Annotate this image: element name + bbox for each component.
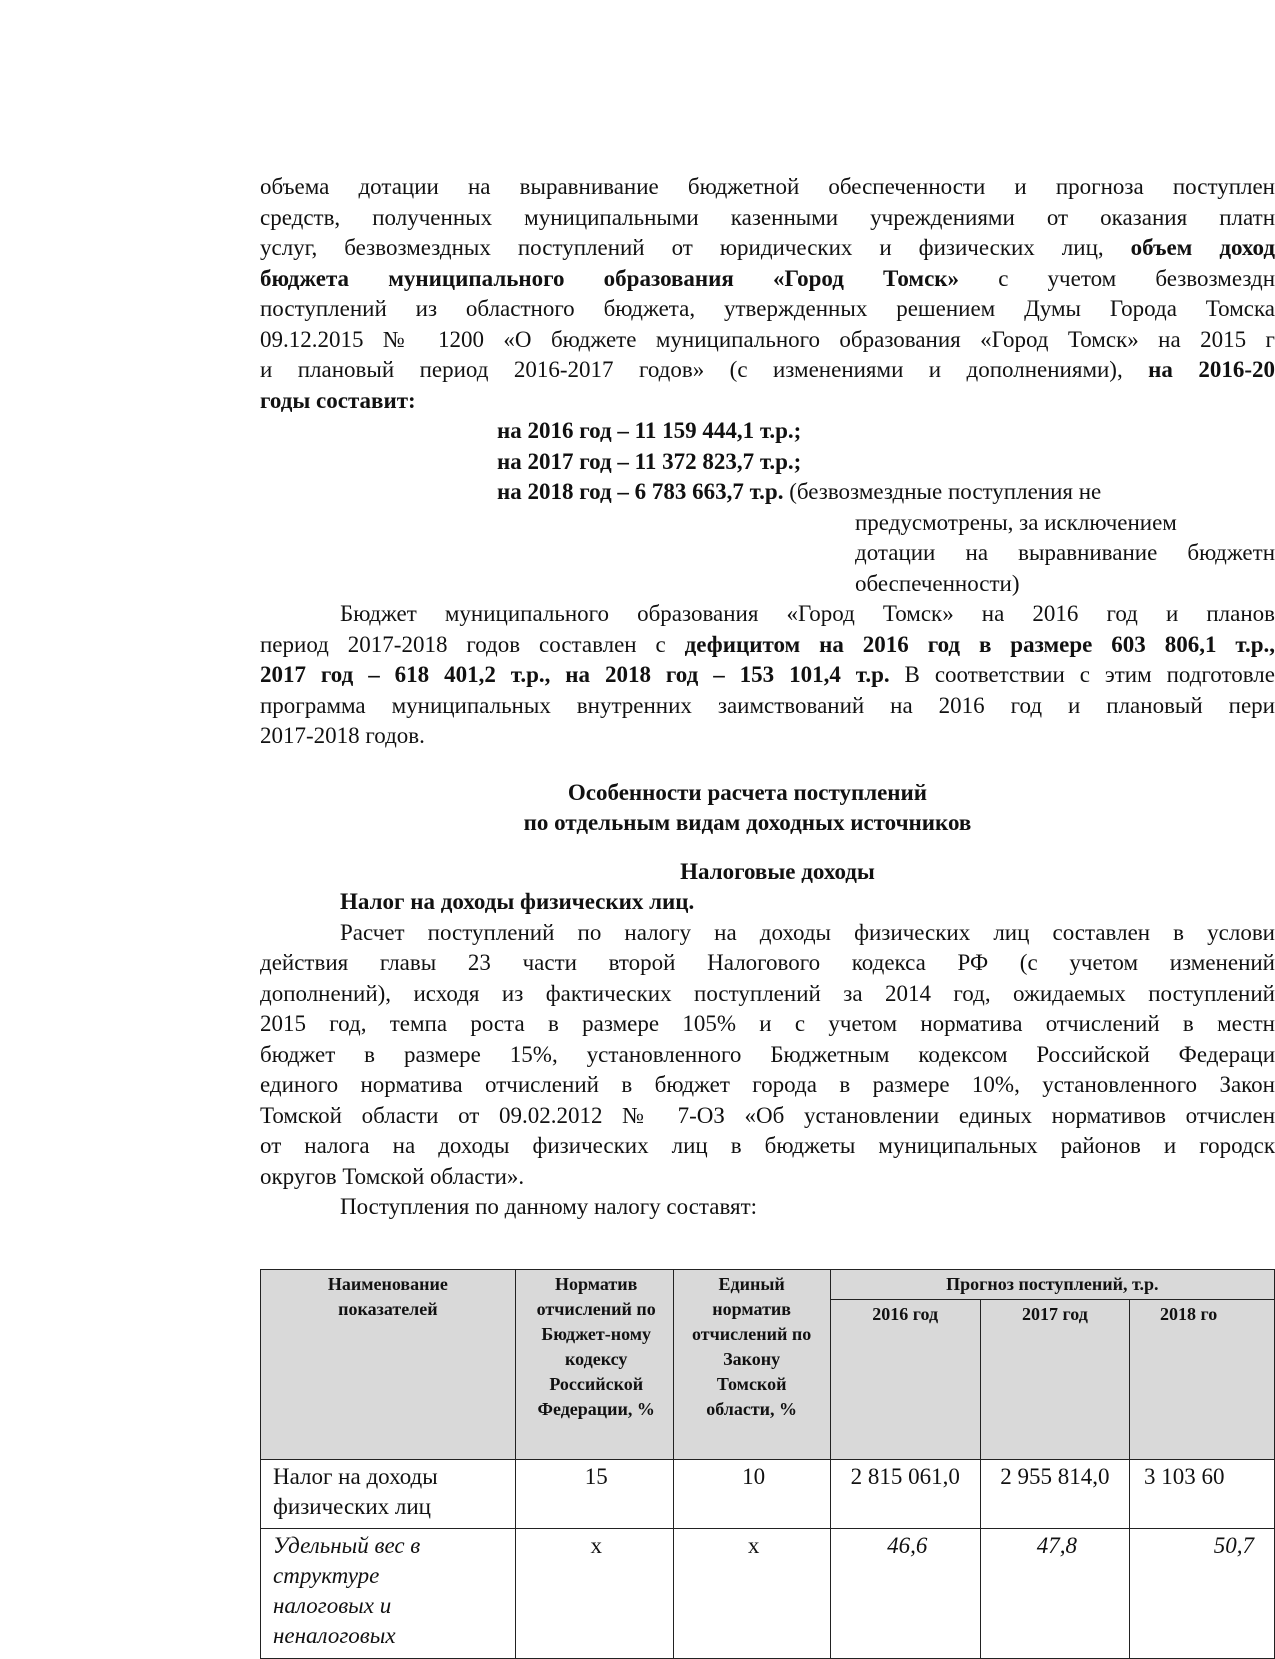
section-heading: Особенности расчета поступлений: [567, 779, 928, 805]
cell-2016: 46,6: [830, 1529, 980, 1659]
deficit-line: Бюджет муниципального образования «Город Томск» на 2016 год и планов: [340, 601, 1275, 626]
revenue-totals: [497, 416, 1275, 508]
header-forecast: Прогноз поступлений, т.р.: [830, 1270, 1274, 1300]
total-2018: на 2018 год – 6 783 663,7 т.р. (безвозмездные поступления не: [497, 479, 1102, 504]
total-2018-note: предусмотрены, за исключением дотации на выравнивание бюджетн обеспеченности): [855, 509, 1275, 596]
subsection-heading: Налоговые доходы: [680, 858, 875, 884]
header-indicator: Наименование показателей: [261, 1270, 516, 1460]
header-norm-budget-code: Норматив отчислений по Бюджет-ному кодексу Российской Федерации, %: [515, 1270, 673, 1460]
table-row: [261, 1529, 1275, 1659]
intro-line: средств, полученных муниципальными казенными учреждениями от оказания платн: [260, 204, 1275, 230]
cell-2017: 47,8: [980, 1529, 1129, 1659]
deficit-line: 2017 год – 618 401,2 т.р., на 2018 год – 153 101,4 т.р. В соответствии с этим подготовле: [260, 662, 1275, 687]
intro-line: годы составит:: [260, 387, 416, 413]
ndfl-line: бюджет в размере 15%, установленного Бюджетным кодексом Российской Федераци: [260, 1041, 1275, 1067]
cell-indicator: Налог на доходы физических лиц: [261, 1460, 516, 1529]
document-page: [260, 172, 1275, 1223]
cell-2018: 3 103 60: [1130, 1460, 1275, 1529]
cell-norm-law: х: [673, 1529, 830, 1659]
total-2016: на 2016 год – 11 159 444,1 т.р.;: [497, 418, 802, 443]
ndfl-line: округов Томской области».: [260, 1163, 525, 1189]
revenue-forecast-table: [260, 1269, 1275, 1659]
header-2016: 2016 год: [830, 1300, 980, 1460]
header-2017: 2017 год: [980, 1300, 1129, 1460]
cell-norm-bk: 15: [515, 1460, 673, 1529]
header-2018: 2018 го: [1130, 1300, 1275, 1460]
table-lead: Поступления по данному налогу составят:: [340, 1194, 758, 1219]
ndfl-line: дополнений), исходя из фактических поступлений за 2014 год, ожидаемых поступлений: [260, 980, 1275, 1006]
total-2017: на 2017 год – 11 372 823,7 т.р.;: [497, 448, 802, 474]
tax-title: Налог на доходы физических лиц.: [340, 889, 695, 914]
header-norm-regional-law: Единый норматив отчислений по Закону Томской области, %: [673, 1270, 830, 1460]
intro-line: 09.12.2015 № 1200 «О бюджете муниципального образования «Город Томск» на 2015 г: [260, 326, 1275, 352]
ndfl-line: от налога на доходы физических лиц в бюджеты муниципальных районов и городск: [260, 1133, 1275, 1158]
section-heading: по отдельным видам доходных источников: [523, 810, 972, 835]
cell-2018: 50,7: [1130, 1529, 1275, 1659]
intro-line: объема дотации на выравнивание бюджетной обеспеченности и прогноза поступлен: [260, 174, 1275, 199]
intro-line: поступлений из областного бюджета, утвержденных решением Думы Города Томска: [260, 296, 1275, 321]
ndfl-line: 2015 год, темпа роста в размере 105% и с учетом норматива отчислений в местн: [260, 1011, 1275, 1036]
cell-norm-law: 10: [673, 1460, 830, 1529]
cell-2017: 2 955 814,0: [980, 1460, 1129, 1529]
ndfl-line: действия главы 23 части второй Налогового кодекса РФ (с учетом изменений: [260, 950, 1275, 975]
cell-norm-bk: х: [515, 1529, 673, 1659]
deficit-line: 2017-2018 годов.: [260, 723, 425, 748]
intro-line: услуг, безвозмездных поступлений от юридических и физических лиц, объем доход: [260, 235, 1275, 260]
deficit-line: период 2017-2018 годов составлен с дефицитом на 2016 год в размере 603 806,1 т.р.,: [260, 631, 1275, 657]
ndfl-line: Расчет поступлений по налогу на доходы физических лиц составлен в услови: [340, 919, 1275, 945]
intro-line: и плановый период 2016-2017 годов» (с изменениями и дополнениями), на 2016-20: [260, 357, 1275, 382]
deficit-line: программа муниципальных внутренних заимствований на 2016 год и плановый пери: [260, 692, 1275, 718]
intro-line: бюджета муниципального образования «Город Томск» с учетом безвозмездн: [260, 265, 1275, 291]
ndfl-line: единого норматива отчислений в бюджет города в размере 10%, установленного Закон: [260, 1072, 1275, 1097]
table-row: [261, 1460, 1275, 1529]
ndfl-line: Томской области от 09.02.2012 № 7-ОЗ «Об установлении единых нормативов отчислен: [260, 1102, 1275, 1128]
cell-2016: 2 815 061,0: [830, 1460, 980, 1529]
cell-indicator: Удельный вес в структуре налоговых и неналоговых: [261, 1529, 516, 1659]
